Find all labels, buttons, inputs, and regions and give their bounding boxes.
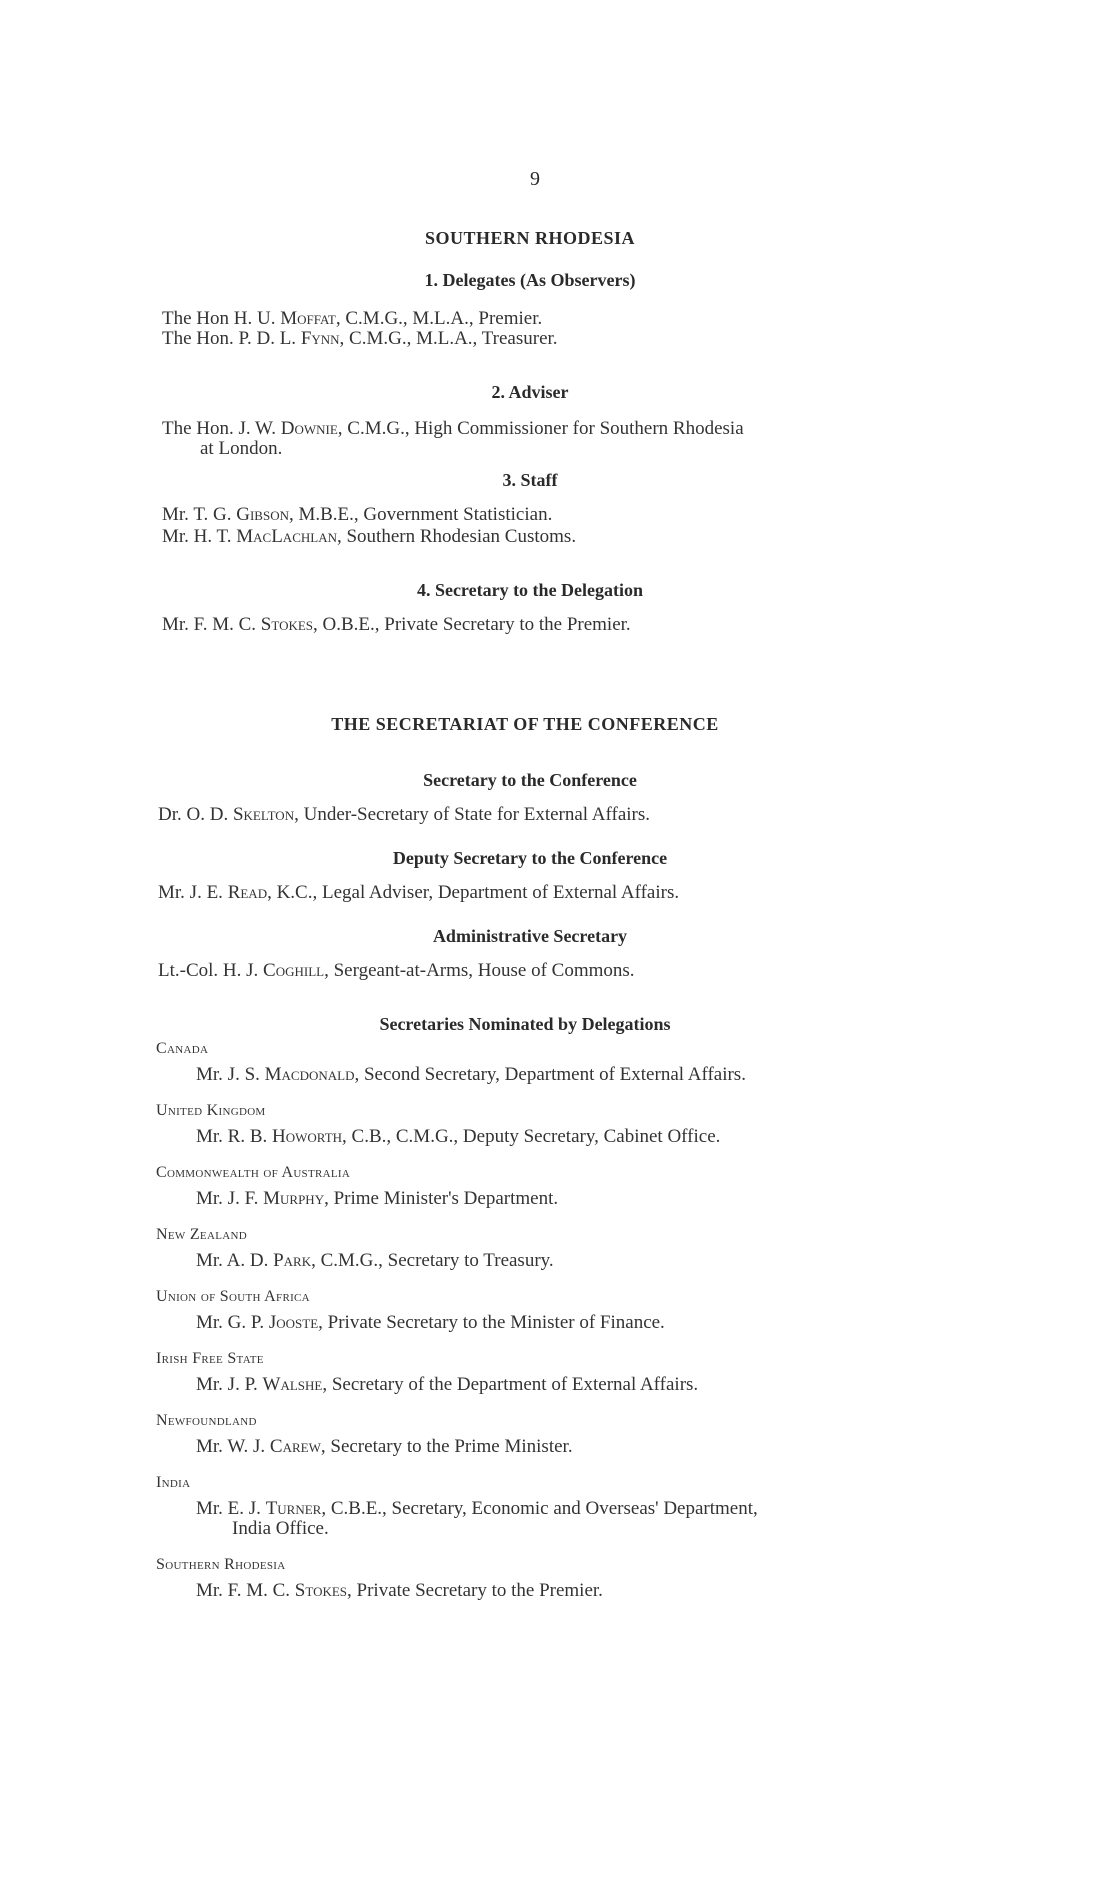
page-number: 9: [530, 168, 540, 190]
secretary-conference-heading: Secretary to the Conference: [423, 770, 637, 790]
secretary-delegation-line: Mr. F. M. C. Stokes, O.B.E., Private Secretary to the Premier.: [162, 614, 631, 635]
country-label: Commonwealth of Australia: [156, 1164, 351, 1181]
nominated-entry-continuation: India Office.: [232, 1518, 329, 1539]
adviser-continuation: at London.: [200, 438, 283, 459]
country-label: United Kingdom: [156, 1102, 266, 1119]
nominated-entry: Mr. E. J. Turner, C.B.E., Secretary, Economic and Overseas' Department,: [196, 1498, 758, 1519]
country-label: India: [156, 1474, 191, 1491]
nominated-entry: Mr. J. P. Walshe, Secretary of the Department of External Affairs.: [196, 1374, 699, 1395]
delegate-line: The Hon. P. D. L. Fynn, C.M.G., M.L.A., Treasurer.: [162, 328, 558, 349]
staff-line: Mr. H. T. MacLachlan, Southern Rhodesian Customs.: [162, 526, 577, 547]
country-label: Canada: [156, 1040, 209, 1057]
adviser-line: The Hon. J. W. Downie, C.M.G., High Commissioner for Southern Rhodesia: [162, 418, 744, 439]
administrative-secretary-heading: Administrative Secretary: [432, 926, 628, 946]
deputy-secretary-line: Mr. J. E. Read, K.C., Legal Adviser, Department of External Affairs.: [158, 882, 680, 903]
nominated-entry: Mr. W. J. Carew, Secretary to the Prime Minister.: [196, 1436, 573, 1457]
delegate-line: The Hon H. U. Moffat, C.M.G., M.L.A., Premier.: [162, 308, 543, 329]
nominated-entry: Mr. J. F. Murphy, Prime Minister's Department.: [196, 1188, 559, 1209]
country-label: New Zealand: [156, 1226, 247, 1243]
section-title-southern-rhodesia: SOUTHERN RHODESIA: [424, 228, 636, 248]
nominated-entry: Mr. F. M. C. Stokes, Private Secretary to the Premier.: [196, 1580, 603, 1601]
country-label: Irish Free State: [156, 1350, 264, 1367]
country-label: Newfoundland: [156, 1412, 257, 1429]
staff-heading: 3. Staff: [502, 470, 558, 490]
country-label: Union of South Africa: [156, 1288, 310, 1305]
nominated-entry: Mr. J. S. Macdonald, Second Secretary, Department of External Affairs.: [196, 1064, 746, 1085]
administrative-secretary-line: Lt.-Col. H. J. Coghill, Sergeant-at-Arms, House of Commons.: [158, 960, 635, 981]
secretary-conference-line: Dr. O. D. Skelton, Under-Secretary of State for External Affairs.: [158, 804, 651, 825]
nominated-secretaries-heading: Secretaries Nominated by Delegations: [379, 1014, 671, 1034]
delegates-heading: 1. Delegates (As Observers): [424, 270, 636, 290]
section-title-secretariat: THE SECRETARIAT OF THE CONFERENCE: [331, 714, 719, 734]
adviser-heading: 2. Adviser: [491, 382, 569, 402]
nominated-entry: Mr. G. P. Jooste, Private Secretary to the Minister of Finance.: [196, 1312, 665, 1333]
staff-line: Mr. T. G. Gibson, M.B.E., Government Statistician.: [162, 504, 553, 525]
country-label: Southern Rhodesia: [156, 1556, 286, 1573]
deputy-secretary-heading: Deputy Secretary to the Conference: [392, 848, 668, 868]
nominated-entry: Mr. R. B. Howorth, C.B., C.M.G., Deputy Secretary, Cabinet Office.: [196, 1126, 721, 1147]
nominated-entry: Mr. A. D. Park, C.M.G., Secretary to Treasury.: [196, 1250, 554, 1271]
secretary-delegation-heading: 4. Secretary to the Delegation: [416, 580, 644, 600]
